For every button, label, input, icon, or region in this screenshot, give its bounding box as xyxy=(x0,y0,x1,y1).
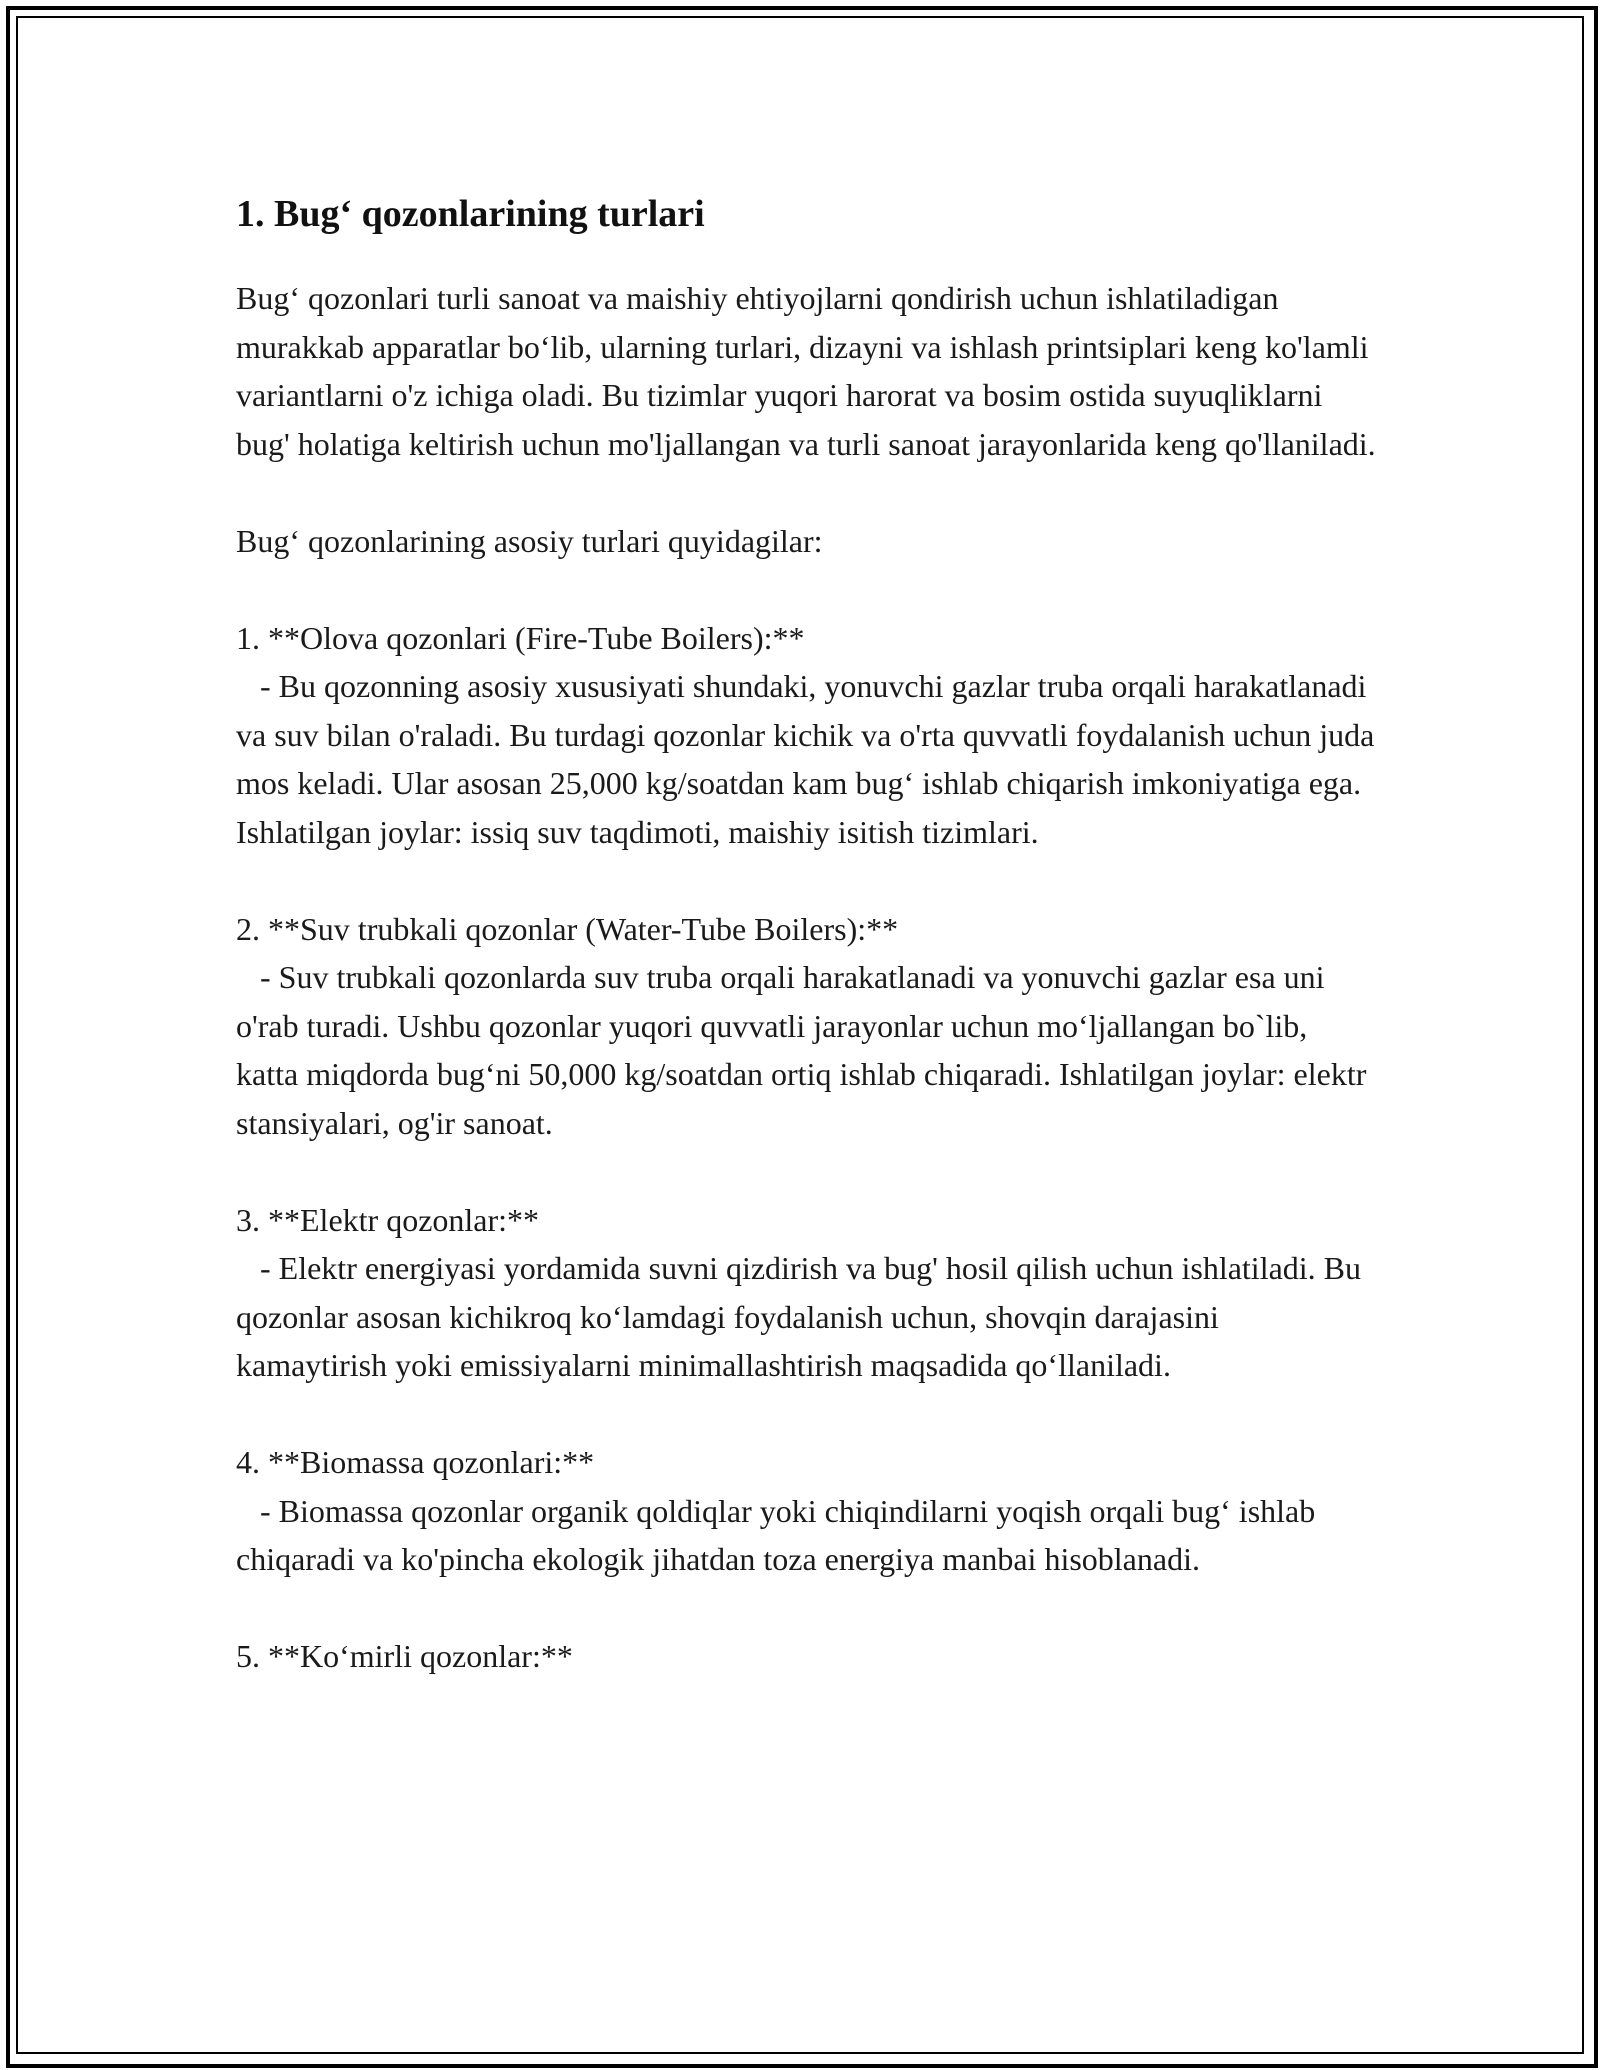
list-item-heading: 1. **Olova qozonlari (Fire-Tube Boilers):** xyxy=(236,619,805,656)
lead-paragraph: Bug‘ qozonlarining asosiy turlari quyidagilar: xyxy=(236,522,823,559)
document-body xyxy=(236,186,1383,1681)
list-item xyxy=(236,1438,1376,1584)
list-item xyxy=(236,1632,1376,1681)
list-item-body: - Elektr energiyasi yordamida suvni qizdirish va bug' hosil qilish uchun ishlatiladi. Bu qozonlar asosan kichikroq ko‘lamdagi foydalanish uchun, shovqin darajasini kamaytirish yoki emissiyalarni minimallashtirish maqsadida qo‘llaniladi. xyxy=(236,1250,1370,1383)
list-item xyxy=(236,614,1383,857)
list-item-heading: 3. **Elektr qozonlar:** xyxy=(236,1201,540,1238)
section-heading: 1. Bug‘ qozonlarining turlari xyxy=(236,193,705,235)
list-item xyxy=(236,1196,1376,1390)
intro-paragraph: Bug‘ qozonlari turli sanoat va maishiy ehtiyojlarni qondirish uchun ishlatiladigan murakkab apparatlar bo‘lib, ularning turlari, dizayni va ishlash printsiplari keng ko'lamli variantlarni o'z ichiga oladi. Bu tizimlar yuqori harorat va bosim ostida suyuqliklarni bug' holatiga keltirish uchun mo'ljallangan va turli sanoat jarayonlarida keng qo'llaniladi. xyxy=(236,280,1377,462)
list-item-heading: 5. **Ko‘mirli qozonlar:** xyxy=(236,1638,573,1674)
list-item-body: - Bu qozonning asosiy xususiyati shundaki, yonuvchi gazlar truba orqali harakatlanadi va suv bilan o'raladi. Bu turdagi qozonlar kichik va o'rta quvvatli foydalanish uchun juda mos keladi. Ular asosan 25,000 kg/soatdan kam bug‘ ishlab chiqarish imkoniyatiga ega. Ishlatilgan joylar: issiq suv taqdimoti, maishiy isitish tizimlari. xyxy=(236,668,1383,850)
list-item-heading: 4. **Biomassa qozonlari:** xyxy=(236,1444,595,1480)
list-item-body: - Biomassa qozonlar organik qoldiqlar yoki chiqindilarni yoqish orqali bug‘ ishlab chiqaradi va ko'pincha ekologik jihatdan toza energiya manbai hisoblanadi. xyxy=(236,1492,1324,1577)
list-item-body: - Suv trubkali qozonlarda suv truba orqali harakatlanadi va yonuvchi gazlar esa uni o'rab turadi. Ushbu qozonlar yuqori quvvatli jarayonlar uchun mo‘ljallangan bo`lib, katta miqdorda bug‘ni 50,000 kg/soatdan ortiq ishlab chiqaradi. Ishlatilgan joylar: elektr stansiyalari, og'ir sanoat. xyxy=(236,959,1375,1141)
list-item xyxy=(236,905,1376,1148)
list-item-heading: 2. **Suv trubkali qozonlar (Water-Tube Boilers):** xyxy=(236,910,899,947)
